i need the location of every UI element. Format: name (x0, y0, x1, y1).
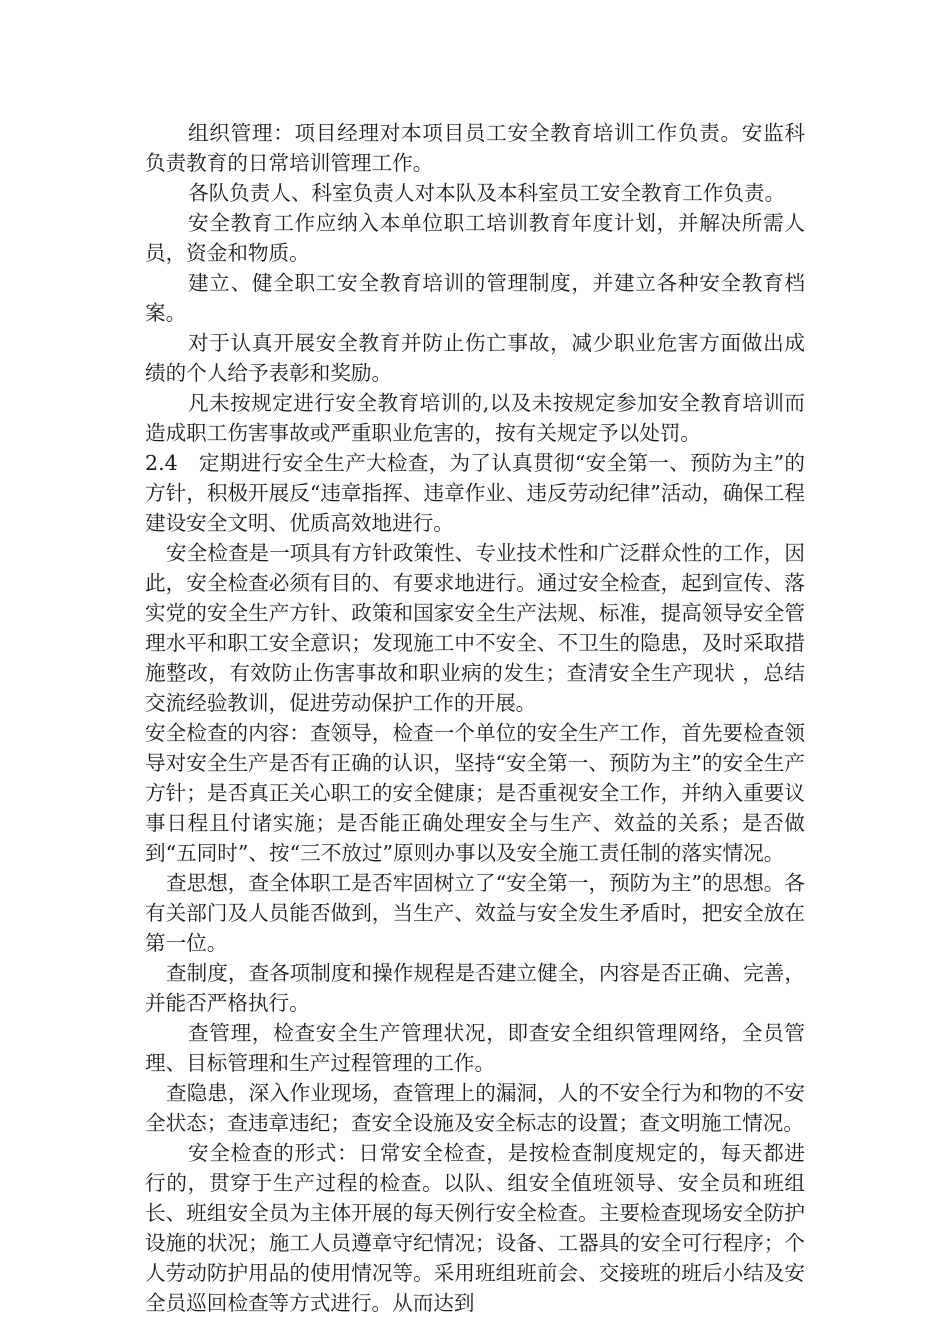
paragraph: 安全检查是一项具有方针政策性、专业技术性和广泛群众性的工作，因此，安全检查必须有目的、有要求地进行。通过安全检查，起到宣传、落实党的安全生产方针、政策和国家安全生产法规、标准，提高领导安全管理水平和职工安全意识；发现施工中不安全、不卫生的隐患，及时采取措施整改，有效防止伤害事故和职业病的发生；查清安全生产现状 ，总结交流经验教训，促进劳动保护工作的开展。 (145, 541, 805, 715)
paragraph: 查思想，查全体职工是否牢固树立了“安全第一，预防为主”的思想。各有关部门及人员能否做到，当生产、效益与安全发生矛盾时，把安全放在第一位。 (145, 871, 805, 955)
section-heading-paragraph: 2.4 定期进行安全生产大检查，为了认真贯彻“安全第一、预防为主”的方针，积极开展反“违章指挥、违章作业、违反劳动纪律”活动，确保工程建设安全文明、优质高效地进行。 (145, 451, 805, 535)
paragraph: 查隐患，深入作业现场，查管理上的漏洞，人的不安全行为和物的不安全状态；查违章违纪；查安全设施及安全标志的设置；查文明施工情况。 (145, 1081, 805, 1135)
paragraph: 组织管理：项目经理对本项目员工安全教育培训工作负责。安监科负责教育的日常培训管理工作。 (145, 121, 805, 175)
paragraph: 对于认真开展安全教育并防止伤亡事故，减少职业危害方面做出成绩的个人给予表彰和奖励。 (145, 331, 805, 385)
document-body (145, 118, 805, 1318)
paragraph: 安全检查的形式：日常安全检查，是按检查制度规定的，每天都进行的，贯穿于生产过程的检查。以队、组安全值班领导、安全员和班组长、班组安全员为主体开展的每天例行安全检查。主要检查现场安全防护设施的状况；施工人员遵章守纪情况；设备、工器具的安全可行程序；个人劳动防护用品的使用情况等。采用班组班前会、交接班的班后小结及安全员巡回检查等方式进行。从而达到 (145, 1141, 805, 1315)
paragraph: 凡未按规定进行安全教育培训的,以及未按规定参加安全教育培训而造成职工伤害事故或严重职业危害的，按有关规定予以处罚。 (145, 391, 805, 445)
paragraph: 安全教育工作应纳入本单位职工培训教育年度计划，并解决所需人员，资金和物质。 (145, 211, 805, 265)
paragraph: 查管理，检查安全生产管理状况，即查安全组织管理网络，全员管理、目标管理和生产过程管理的工作。 (145, 1021, 805, 1075)
paragraph: 查制度，查各项制度和操作规程是否建立健全，内容是否正确、完善，并能否严格执行。 (145, 961, 805, 1015)
paragraph: 建立、健全职工安全教育培训的管理制度，并建立各种安全教育档案。 (145, 271, 805, 325)
paragraph: 各队负责人、科室负责人对本队及本科室员工安全教育工作负责。 (188, 181, 786, 205)
paragraph: 安全检查的内容：查领导，检查一个单位的安全生产工作，首先要检查领导对安全生产是否有正确的认识，坚持“安全第一、预防为主”的安全生产方针；是否真正关心职工的安全健康；是否重视安全工作，并纳入重要议事日程且付诸实施；是否能正确处理安全与生产、效益的关系；是否做到“五同时”、按“三不放过”原则办事以及安全施工责任制的落实情况。 (145, 721, 805, 865)
